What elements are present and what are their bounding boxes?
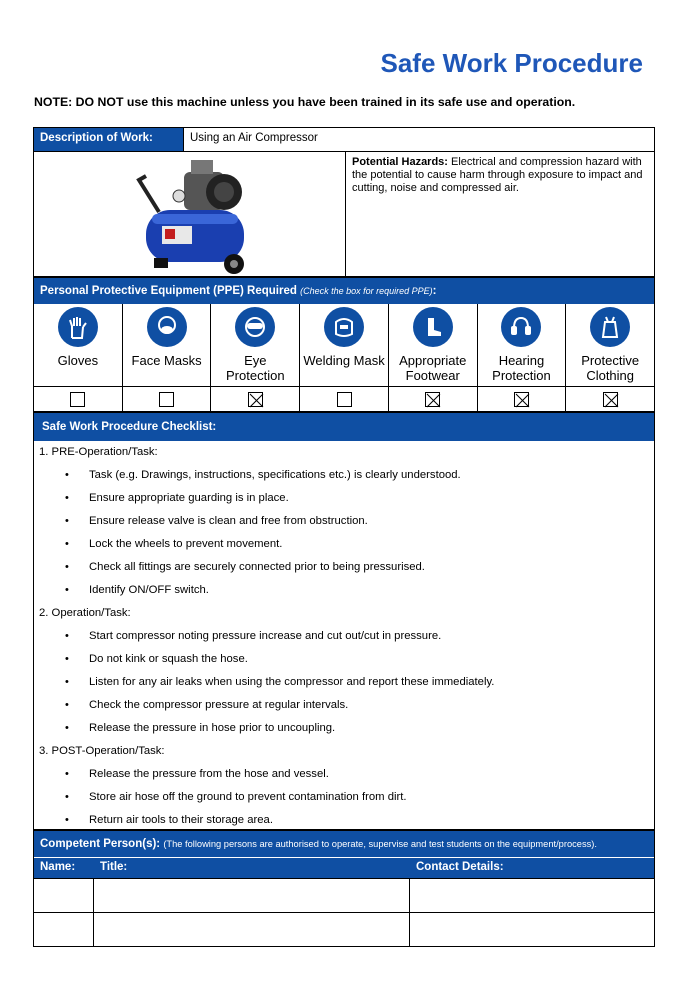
list-item-text: Listen for any air leaks when using the compressor and report these immediately. [89, 676, 495, 688]
training-note: NOTE: DO NOT use this machine unless you have been trained in its safe use and operation. [34, 95, 576, 109]
ppe-icon-row [34, 304, 654, 386]
list-item [39, 579, 654, 602]
list-item-text: Release the pressure in hose prior to uncoupling. [89, 722, 336, 734]
list-item [39, 694, 654, 717]
list-item [39, 717, 654, 740]
ppe-checkbox[interactable] [514, 392, 529, 407]
list-item-text: Task (e.g. Drawings, instructions, specifications etc.) is clearly understood. [89, 469, 461, 481]
list-item-text: Check all fittings are securely connected prior to being pressurised. [89, 561, 425, 573]
ppe-checkbox[interactable] [603, 392, 618, 407]
gloves-icon [58, 307, 98, 347]
ppe-checkbox-row [34, 386, 654, 412]
ppe-label: Gloves [57, 353, 99, 368]
col-title: Title: [94, 858, 410, 878]
checklist-header: Safe Work Procedure Checklist: [34, 413, 654, 441]
ppe-label: Hearing Protection [492, 353, 551, 383]
list-item [39, 786, 654, 809]
list-item [39, 671, 654, 694]
competent-header [34, 831, 654, 857]
ppe-checkbox[interactable] [425, 392, 440, 407]
list-item-text: Return air tools to their storage area. [89, 814, 273, 826]
list-item [39, 510, 654, 533]
ppe-label: Face Masks [131, 353, 202, 368]
list-item-text: Do not kink or squash the hose. [89, 653, 248, 665]
ppe-checkbox-cell [34, 387, 123, 412]
ppe-footwear [389, 304, 478, 386]
description-label: Description of Work: [34, 128, 184, 151]
ppe-label: Appropriate Footwear [399, 353, 467, 383]
ppe-checkbox[interactable] [159, 392, 174, 407]
ppe-protective-clothing [566, 304, 654, 386]
ppe-label: Welding Mask [303, 353, 385, 368]
ppe-checkbox[interactable] [337, 392, 352, 407]
ppe-header-note: (Check the box for required PPE) [300, 286, 433, 296]
list-item [39, 648, 654, 671]
checklist-section-title: 2. Operation/Task: [39, 607, 131, 619]
ppe-header-suffix: : [432, 285, 437, 297]
list-item [39, 763, 654, 786]
checklist-body [34, 441, 654, 832]
ppe-label: Eye Protection [226, 353, 285, 383]
name-cell[interactable] [34, 913, 94, 946]
ppe-face-masks [123, 304, 212, 386]
ppe-checkbox[interactable] [248, 392, 263, 407]
welding-mask-icon [324, 307, 364, 347]
list-item [39, 487, 654, 510]
name-cell[interactable] [34, 879, 94, 912]
list-item [39, 533, 654, 556]
list-item-text: Store air hose off the ground to prevent contamination from dirt. [89, 791, 407, 803]
ppe-section [33, 277, 655, 412]
list-item-text: Identify ON/OFF switch. [89, 584, 209, 596]
list-item [39, 464, 654, 487]
table-row [34, 912, 654, 946]
hazards-label: Potential Hazards: [352, 156, 448, 168]
ppe-checkbox-cell [389, 387, 478, 412]
list-item [39, 809, 654, 832]
competent-table-header [34, 857, 654, 878]
list-item-text: Lock the wheels to prevent movement. [89, 538, 283, 550]
table-row [34, 878, 654, 912]
boots-icon [413, 307, 453, 347]
ppe-checkbox-cell [478, 387, 567, 412]
checklist-section-title: 3. POST-Operation/Task: [39, 745, 165, 757]
list-item-text: Ensure release valve is clean and free from obstruction. [89, 515, 368, 527]
ppe-hearing-protection [478, 304, 567, 386]
goggles-icon [235, 307, 275, 347]
ppe-welding-mask [300, 304, 389, 386]
list-item [39, 556, 654, 579]
contact-cell[interactable] [410, 879, 654, 912]
air-compressor-image [34, 152, 346, 277]
face-mask-icon [147, 307, 187, 347]
list-item-text: Check the compressor pressure at regular intervals. [89, 699, 349, 711]
list-item-text: Start compressor noting pressure increase and cut out/cut in pressure. [89, 630, 442, 642]
ppe-checkbox-cell [123, 387, 212, 412]
competent-persons-section [33, 830, 655, 947]
ppe-header-title: Personal Protective Equipment (PPE) Required [40, 285, 297, 297]
list-item-text: Ensure appropriate guarding is in place. [89, 492, 289, 504]
potential-hazards [346, 152, 654, 277]
contact-cell[interactable] [410, 913, 654, 946]
ppe-checkbox[interactable] [70, 392, 85, 407]
competent-header-note: (The following persons are authorised to operate, supervise and test students on the equipment/process). [163, 839, 597, 849]
title-cell[interactable] [94, 913, 410, 946]
apron-icon [590, 307, 630, 347]
description-section [33, 127, 655, 277]
page-title: Safe Work Procedure [380, 48, 643, 78]
ppe-eye-protection [211, 304, 300, 386]
col-name: Name: [34, 858, 94, 878]
description-value: Using an Air Compressor [190, 132, 318, 144]
ppe-checkbox-cell [300, 387, 389, 412]
ppe-label: Protective Clothing [581, 353, 640, 383]
hazards-text: Electrical and compression hazard with the potential to cause harm through exposure to impact and cutting, noise and compressed air. [352, 156, 643, 194]
title-cell[interactable] [94, 879, 410, 912]
ear-muffs-icon [501, 307, 541, 347]
ppe-checkbox-cell [211, 387, 300, 412]
ppe-header [34, 278, 654, 304]
ppe-gloves [34, 304, 123, 386]
competent-header-title: Competent Person(s): [40, 838, 161, 850]
checklist-section [33, 412, 655, 830]
list-item [39, 625, 654, 648]
col-contact: Contact Details: [416, 861, 504, 873]
list-item-text: Release the pressure from the hose and vessel. [89, 768, 329, 780]
checklist-section-title: 1. PRE-Operation/Task: [39, 446, 158, 458]
ppe-checkbox-cell [566, 387, 654, 412]
